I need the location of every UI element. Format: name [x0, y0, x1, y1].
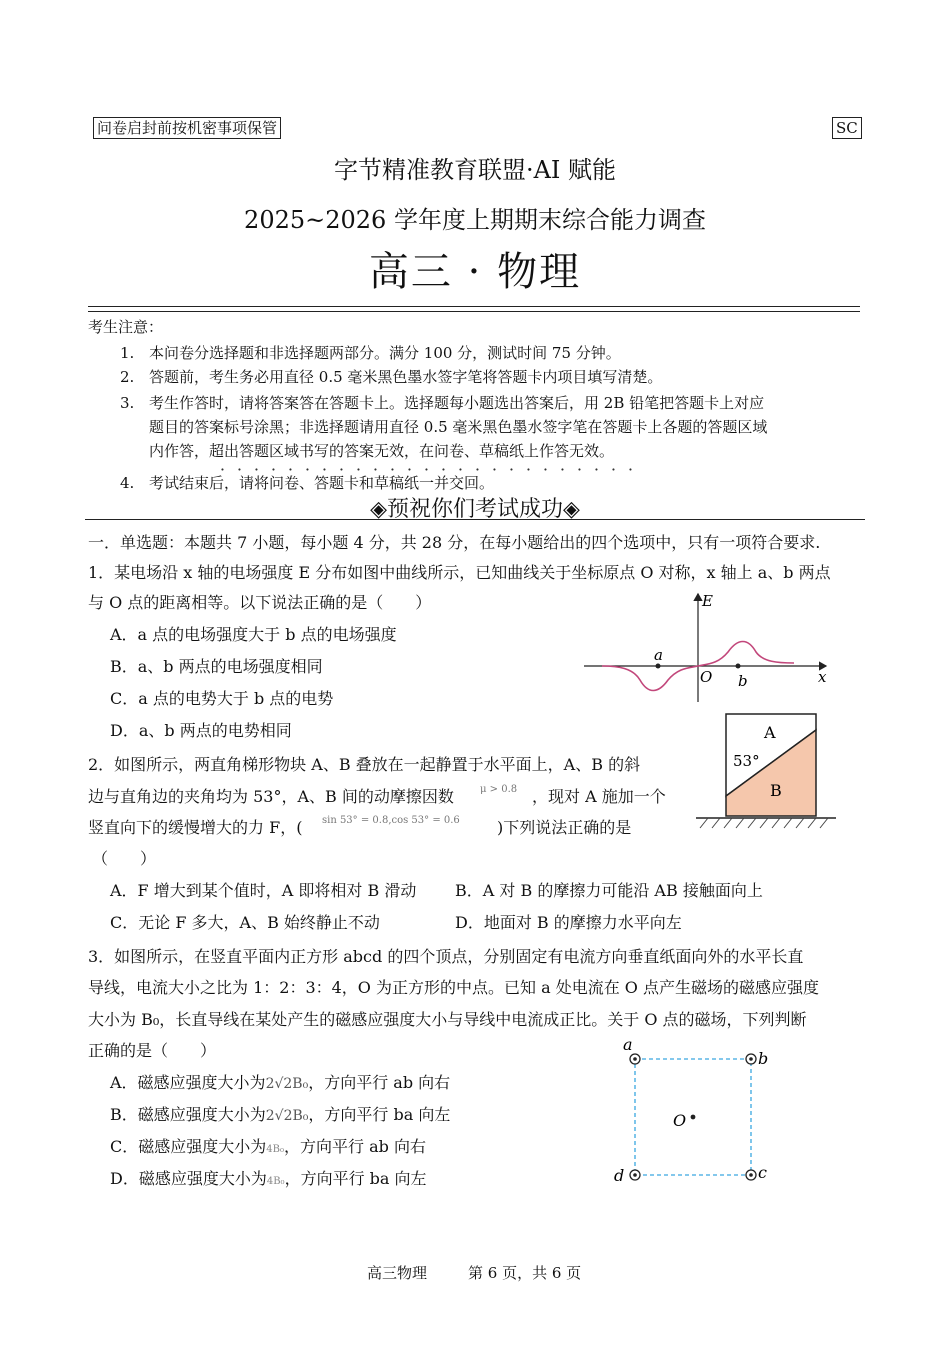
q3-option-a: A．磁感应强度大小为2√2B₀，方向平行 ab 向右 — [110, 1073, 451, 1092]
label-a: a — [623, 1036, 633, 1054]
q1-stem-line1: 1．某电场沿 x 轴的电场强度 E 分布如图中曲线所示，已知曲线关于坐标原点 O 对称，x 轴上 a、b 两点 — [88, 563, 831, 582]
exam-code-label: SC — [832, 117, 862, 139]
wire-a — [630, 1054, 640, 1064]
label-x: x — [818, 668, 827, 686]
point-b — [736, 664, 741, 669]
organization-title: 字节精准教育联盟·AI 赋能 — [333, 156, 617, 184]
label-angle: 53° — [733, 752, 760, 770]
notice-item-3-line3: 内作答，超出答题区域书写的答案无效，在问卷、草稿纸上作答无效。 — [149, 442, 615, 460]
notice-num-3: 3. — [120, 394, 135, 412]
q2-option-c: C．无论 F 多大，A、B 始终静止不动 — [110, 913, 380, 932]
notice-item-3-line2: 题目的答案标号涂黑；非选择题请用直径 0.5 毫米黑色墨水签字笔在答题卡上各题的答题区域 — [149, 418, 768, 436]
q3-option-b: B．磁感应强度大小为2√2B₀，方向平行 ba 向左 — [110, 1105, 451, 1124]
q2-blocks-figure — [696, 708, 836, 832]
q2-stem-line3a: 竖直向下的缓慢增大的力 F，( — [88, 818, 303, 837]
q3-square-figure — [610, 1036, 780, 1186]
q2-option-d: D．地面对 B 的摩擦力水平向左 — [455, 913, 682, 932]
label-a: a — [654, 646, 663, 664]
notice-title: 考生注意： — [88, 318, 164, 336]
q3-stem-line1: 3．如图所示，在竖直平面内正方形 abcd 的四个顶点，分别固定有电流方向垂直纸面向外的水平长直 — [88, 947, 804, 966]
footer-page-number: 第 6 页，共 6 页 — [468, 1264, 582, 1282]
label-b: b — [758, 1049, 769, 1068]
label-d: d — [614, 1166, 625, 1185]
confidential-label: 问卷启封前按机密事项保管 — [93, 117, 281, 139]
notice-num-1: 1. — [120, 344, 135, 362]
q2-option-a: A．F 增大到某个值时，A 即将相对 B 滑动 — [110, 881, 417, 900]
exam-name: 2025~2026 学年度上期期末综合能力调查 — [244, 206, 706, 234]
q2-trig-values: sin 53° = 0.8,cos 53° = 0.6 — [322, 815, 460, 826]
notice-item-1: 本问卷分选择题和非选择题两部分。满分 100 分，测试时间 75 分钟。 — [149, 344, 621, 362]
ground-hatching — [700, 818, 828, 828]
label-o: O — [700, 668, 713, 686]
label-block-b: B — [770, 781, 782, 800]
divider-top-1 — [88, 306, 860, 307]
label-c: c — [758, 1163, 767, 1182]
footer-subject: 高三物理 — [367, 1264, 428, 1282]
emphasis-dots: ．．．．．．．．．．．．．．．．．．．．．．．．． — [220, 455, 654, 474]
q2-stem-line3b: )下列说法正确的是 — [497, 818, 632, 837]
blessing-banner: ◈预祝你们考试成功◈ — [370, 497, 580, 522]
q2-friction-coefficient: μ > 0.8 — [480, 784, 518, 795]
section-heading: 一．单选题：本题共 7 小题，每小题 4 分，共 28 分，在每小题给出的四个选项中，只有一项符合要求. — [88, 533, 821, 552]
q2-stem-line2a: 边与直角边的夹角均为 53°，A、B 间的动摩擦因数 — [88, 787, 454, 806]
notice-num-2: 2. — [120, 368, 135, 386]
q1-field-graph — [578, 584, 838, 710]
q1-stem-line2: 与 O 点的距离相等。以下说法正确的是（ ） — [88, 593, 432, 612]
notice-num-4: 4. — [120, 474, 135, 492]
point-a — [656, 664, 661, 669]
label-b: b — [738, 672, 748, 690]
q3-stem-line4: 正确的是（ ） — [88, 1041, 217, 1060]
q2-answer-bracket: （ ） — [92, 849, 157, 868]
q1-option-a: A．a 点的电场强度大于 b 点的电场强度 — [110, 625, 397, 644]
center-point — [691, 1115, 696, 1120]
wire-d — [630, 1170, 640, 1180]
q2-stem-line1: 2．如图所示，两直角梯形物块 A、B 叠放在一起静置于水平面上，A、B 的斜 — [88, 755, 641, 774]
divider-top-2 — [88, 311, 860, 312]
label-o: O — [673, 1111, 687, 1130]
label-e: E — [702, 592, 713, 610]
notice-item-3-line1: 考生作答时，请将答案答在答题卡上。选择题每小题选出答案后，用 2B 铅笔把答题卡上对应 — [149, 394, 765, 412]
q3-option-d: D．磁感应强度大小为4B₀，方向平行 ba 向左 — [110, 1169, 427, 1188]
notice-item-2: 答题前，考生务必用直径 0.5 毫米黑色墨水签字笔将答题卡内项目填写清楚。 — [149, 368, 663, 386]
q1-option-d: D．a、b 两点的电势相同 — [110, 721, 292, 740]
divider-blessing — [85, 519, 865, 520]
wire-b — [746, 1054, 756, 1064]
q1-option-b: B．a、b 两点的电场强度相同 — [110, 657, 323, 676]
subject-title: 高三 · 物理 — [368, 249, 582, 295]
q1-option-c: C．a 点的电势大于 b 点的电势 — [110, 689, 334, 708]
q3-option-c: C．磁感应强度大小为4B₀，方向平行 ab 向右 — [110, 1137, 426, 1156]
wire-c — [746, 1170, 756, 1180]
q2-stem-line2b: ，现对 A 施加一个 — [532, 787, 666, 806]
q3-stem-line3: 大小为 B₀，长直导线在某处产生的磁感应强度大小与导线中电流成正比。关于 O 点的磁场，下列判断 — [88, 1010, 807, 1029]
notice-item-4: 考试结束后，请将问卷、答题卡和草稿纸一并交回。 — [149, 474, 495, 492]
q3-stem-line2: 导线，电流大小之比为 1：2：3：4，O 为正方形的中点。已知 a 处电流在 O 点产生磁场的磁感应强度 — [88, 978, 820, 997]
q2-option-b: B．A 对 B 的摩擦力可能沿 AB 接触面向上 — [455, 881, 763, 900]
label-block-a: A — [764, 723, 776, 742]
